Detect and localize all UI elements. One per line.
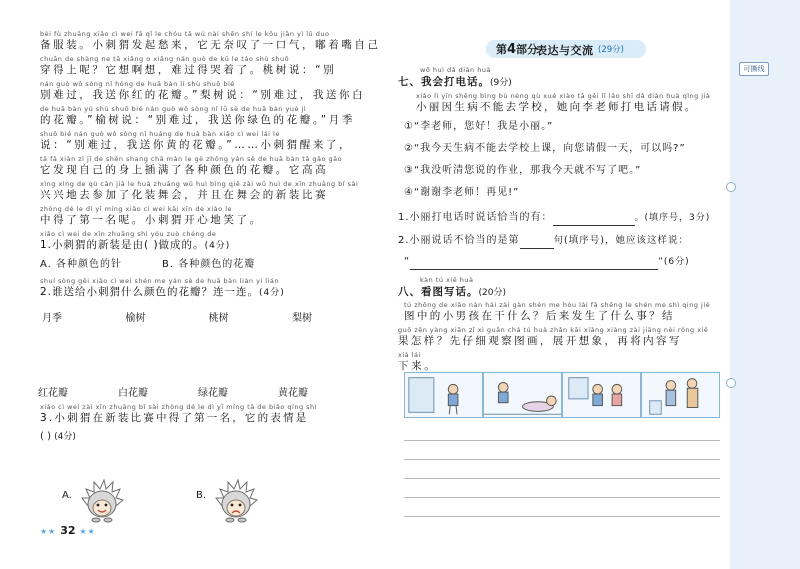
- story-line: [40, 155, 370, 178]
- question-score: (4分): [259, 288, 285, 298]
- option-b[interactable]: B. 各种颜色的花瓣: [162, 259, 256, 270]
- pinyin: tā fā xiàn zì jǐ de shēn shang chā mǎn le gè zhǒng yán sè de huā bàn tā gāo gāo: [40, 155, 343, 163]
- binding-strip: [730, 0, 800, 569]
- hanzi: 的花瓣。”榆树说：“别难过，我送你绿色的花瓣。”月季: [40, 114, 355, 126]
- star-icon: ★★: [79, 527, 96, 536]
- story-line: [40, 55, 370, 78]
- binding-hole-icon: [726, 182, 736, 192]
- binding-hole-icon: [726, 378, 736, 388]
- banner-title: 表达与交流: [536, 44, 594, 57]
- hanzi: 备服装。小刺猬发起愁来，它无奈叹了一口气，嘟着嘴自己: [40, 39, 381, 51]
- pinyin: guǒ zěn yàng xiān zǐ xì guān chá tú huà zhǎn kāi xiǎng xiàng zài jiāng nèi róng xiě: [398, 326, 709, 334]
- hanzi: 说：“别难过，我送你黄的花瓣。”……小刺猬醒来了，: [40, 139, 353, 151]
- matching-item[interactable]: 绿花瓣: [198, 388, 228, 399]
- matching-item[interactable]: 黄花瓣: [278, 388, 308, 399]
- question-text: 3.小刺猬在新装比赛中得了第一名，它的表情是: [40, 412, 309, 424]
- dialogue-item: ③“我没听清您说的作业，那我今天就不写了吧。”: [404, 165, 642, 176]
- story-line: [40, 130, 370, 153]
- comic-panel-4[interactable]: [641, 372, 720, 418]
- banner-number: 4: [507, 42, 517, 57]
- story-line: [40, 80, 370, 103]
- tree-list: [42, 309, 312, 324]
- option-b-label: B.: [196, 490, 207, 501]
- section-intro: 小丽因生病不能去学校，她向李老师打电话请假。: [416, 101, 698, 113]
- dialogue-item: ①“李老师，您好！我是小丽。”: [404, 121, 554, 132]
- section-score: (9分): [490, 78, 512, 88]
- question-1: [40, 230, 370, 273]
- section-title: 七、我会打电话。: [398, 76, 490, 88]
- matching-item[interactable]: 榆树: [125, 313, 146, 324]
- pinyin: xìng xìng de qù cān jiā le huà zhuāng wǔ huì bìng qiě zài wǔ huì de xīn zhuāng bǐ sài: [40, 180, 359, 188]
- hanzi: 兴兴地去参加了化装舞会，并且在舞会的新装比赛: [40, 189, 329, 201]
- story-text: [40, 30, 381, 228]
- matching-item[interactable]: 桃树: [208, 313, 229, 324]
- left-page: [38, 30, 381, 442]
- pinyin: xiǎo lì yīn shēng bìng bù néng qù xué xiào tā gěi lǐ lǎo shī dǎ diàn huà qǐng jià: [416, 92, 711, 100]
- hedgehog-icon: [78, 476, 126, 524]
- boy-walking-icon: [405, 373, 482, 417]
- dialogue-item: ②“我今天生病不能去学校上课，向您请假一天，可以吗?”: [404, 143, 686, 154]
- story-line: [40, 105, 370, 128]
- question-score: (4分): [204, 241, 231, 251]
- right-page: [398, 66, 723, 374]
- pinyin: chuān de shàng ne tā xiǎng o xiǎng nán guò de kū le táo shù shuō: [40, 55, 290, 63]
- pinyin: tú zhōng de xiǎo nán hái zài gàn shén me hòu lái fā shēng le shén me shì qing jié: [404, 301, 711, 309]
- page-number: ★★ 32 ★★: [40, 524, 96, 537]
- pinyin: nán guò wǒ sòng nǐ hóng de huā bàn lí shù shuō bié: [40, 80, 235, 88]
- writing-line[interactable]: [404, 422, 720, 441]
- section-7: [398, 66, 723, 270]
- comic-strip: [404, 372, 720, 418]
- story-line: [40, 180, 370, 203]
- banner-score: (29分): [598, 45, 624, 55]
- writing-area[interactable]: [404, 422, 720, 517]
- banner-suffix: 部分: [516, 43, 539, 56]
- story-line: [40, 30, 381, 53]
- story-line: [40, 205, 370, 228]
- teacher-children-icon: [642, 373, 719, 417]
- pinyin: xiǎo cì wei de xīn zhuāng shì yóu zuò chéng de: [40, 230, 217, 238]
- option-a-label: A.: [62, 490, 72, 501]
- question-3: [40, 403, 370, 442]
- answer-blank[interactable]: [553, 209, 635, 226]
- pinyin: kàn tú xiě huà: [420, 276, 474, 284]
- writing-line[interactable]: [404, 460, 720, 479]
- answer-blank[interactable]: [520, 232, 554, 249]
- option-a[interactable]: A. 各种颜色的针: [40, 259, 123, 270]
- writing-line[interactable]: [404, 479, 720, 498]
- hedgehog-happy-image[interactable]: [78, 476, 126, 524]
- section-7-question-1: 1.小丽打电话时说话恰当的有： 。(填序号，3分): [398, 209, 723, 226]
- question-2: [40, 277, 370, 399]
- petal-list: [38, 384, 308, 399]
- tear-line-tab: 可撕线: [739, 62, 769, 76]
- pinyin: wǒ huì dǎ diàn huà: [420, 66, 491, 74]
- hanzi: 它发现自己的身上插满了各种颜色的花瓣。它高高: [40, 164, 329, 176]
- star-icon: ★★: [40, 527, 57, 536]
- section-title: 八、看图写话。: [398, 286, 479, 298]
- pinyin: shuí sòng gěi xiǎo cì wei shén me yán sè de huā bàn lián yi lián: [40, 277, 280, 285]
- section-7-question-2: 2.小丽说话不恰当的是第 句(填序号)，她应该这样说：: [398, 232, 723, 249]
- hanzi: 中得了第一名呢。小刺猬开心地笑了。: [40, 214, 263, 226]
- question-text: 2.谁送给小刺猬什么颜色的花瓣？连一连。: [40, 286, 260, 298]
- prompt-text: 图中的小男孩在干什么？后来发生了什么事？结: [404, 310, 675, 322]
- two-children-icon: [563, 373, 640, 417]
- matching-item[interactable]: 白花瓣: [118, 388, 148, 399]
- matching-item[interactable]: 红花瓣: [38, 388, 68, 399]
- comic-panel-3[interactable]: [562, 372, 641, 418]
- matching-item[interactable]: 梨树: [291, 313, 312, 324]
- section-8: [398, 276, 723, 374]
- pinyin: xiǎo cì wei zài xīn zhuāng bǐ sài zhòng dé le dì yī míng tā de biǎo qíng shì: [40, 403, 317, 411]
- comic-panel-2[interactable]: [483, 372, 562, 418]
- question-text: 1.小刺猬的新装是由( )做成的。: [40, 239, 205, 251]
- question-score: (4分): [54, 432, 76, 442]
- dialogue-item: ④“谢谢李老师！再见!”: [404, 187, 520, 198]
- hedgehog-icon: [212, 476, 260, 524]
- writing-line[interactable]: [404, 498, 720, 517]
- matching-item[interactable]: 月季: [42, 313, 62, 324]
- writing-line[interactable]: [404, 441, 720, 460]
- pinyin: zhòng dé le dì yī míng xiǎo cì wei kāi xīn de xiào le: [40, 205, 232, 213]
- comic-panel-1[interactable]: [404, 372, 483, 418]
- pinyin: bèi fù zhuāng xiǎo cì wei fā qǐ le chóu tā wú nài shēn shí le kǒu jiān yì lǔ duo: [40, 30, 330, 38]
- question-1-options: [40, 257, 370, 273]
- pinyin: de huā bàn yú shù shuō bié nán guò wǒ sòng nǐ lǜ sè de huā bàn yuè jì: [40, 105, 307, 113]
- pinyin: shuō bié nán guò wǒ sòng nǐ huáng de huā bàn xiǎo cì wei lái le: [40, 130, 280, 138]
- answer-blank[interactable]: [410, 253, 658, 270]
- section-score: (20分): [478, 288, 506, 298]
- banner-prefix: 第: [496, 43, 507, 56]
- prompt-text: 果怎样？先仔细观察图画，展开想象，再将内容写: [398, 335, 682, 347]
- hedgehog-sad-image[interactable]: [212, 476, 260, 524]
- section-banner: [486, 40, 646, 58]
- hanzi: 别难过，我送你红的花瓣。”梨树说：“别难过，我送你白: [40, 89, 366, 101]
- pinyin: xià lái: [398, 351, 421, 359]
- child-fallen-icon: [484, 373, 561, 417]
- hanzi: 穿得上呢？它想啊想，难过得哭着了。桃树说：“别: [40, 64, 337, 76]
- section-7-answer-line: “ ”(6分): [398, 253, 723, 270]
- answer-blank[interactable]: ( ): [40, 431, 51, 442]
- prompt-text: 下来。: [398, 360, 438, 372]
